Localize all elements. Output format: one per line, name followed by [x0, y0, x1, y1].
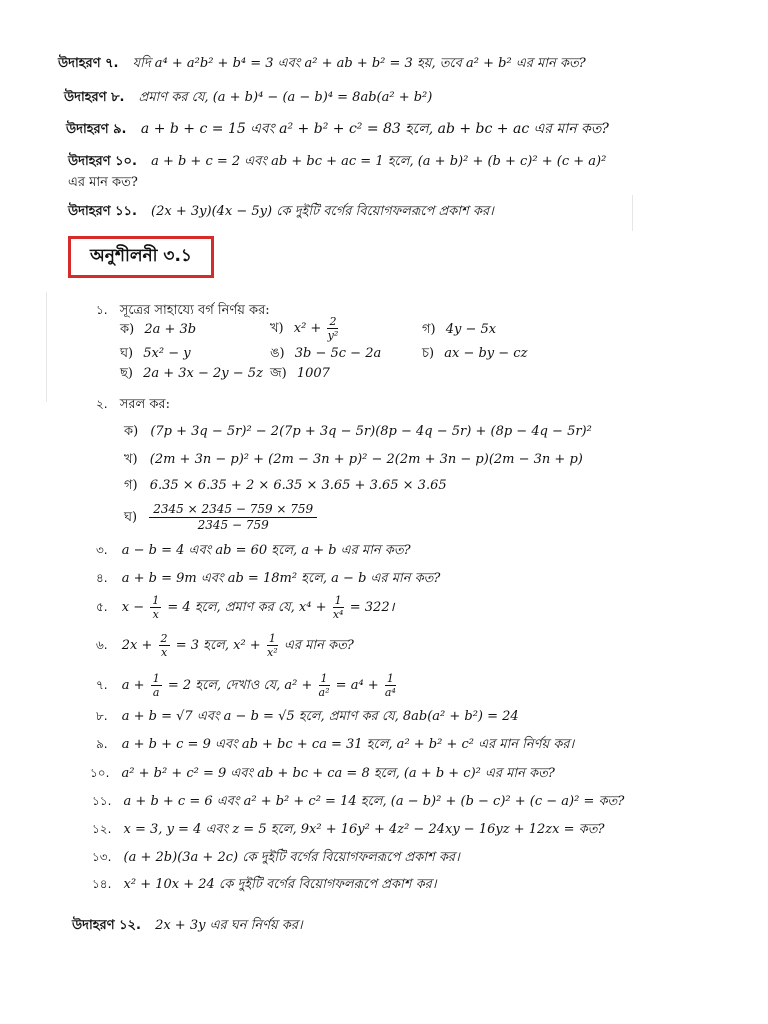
question-number: ২.: [96, 397, 108, 411]
q1-part-gha: ঘ) 5x² − y: [120, 346, 191, 361]
fraction: $\frac{2345 \times 2345 - 759 \times 759}{2345 - 759}$: [149, 502, 317, 533]
exercise-title: অনুশীলনী ৩.১: [68, 236, 214, 278]
divider: [46, 292, 47, 402]
example-text: a + b + c = 2 এবং ab + bc + ac = 1 হলে, (a + b)² + (b + c)² + (c + a)²: [151, 154, 607, 169]
question-12: ১২. x = 3, y = 4 এবং z = 5 হলে, 9x² + 16y² + 4z² − 24xy − 16yz + 12zx = কত?: [92, 822, 605, 837]
fraction: $\frac{1}{\text{x²}}$: [267, 632, 278, 659]
example-text: যদি a⁴ + a²b² + b⁴ = 3 এবং a² + ab + b² = 3 হয়, তবে a² + b² এর মান কত?: [132, 56, 586, 71]
question-4: ৪. a + b = 9m এবং ab = 18m² হলে, a − b এর মান কত?: [96, 571, 441, 586]
question-11: ১১. a + b + c = 6 এবং a² + b² + c² = 14 হলে, (a − b)² + (b − c)² + (c − a)² = কত?: [92, 794, 625, 809]
example-8: [64, 90, 432, 106]
fraction: $\frac{1}{x}$: [152, 594, 160, 621]
q2-part-kha: খ) (2m + 3n − p)² + (2m − 3n + p)² − 2(2m + 3n − p)(2m − 3n + p): [124, 452, 583, 467]
example-9: [66, 121, 609, 138]
question-8: ৮. a + b = √7 এবং a − b = √5 হলে, প্রমাণ কর যে, 8ab(a² + b²) = 24: [96, 709, 519, 724]
q1-part-cha: চ) ax − by − cz: [422, 346, 528, 361]
question-number: ১.: [96, 303, 108, 317]
example-label: উদাহরণ ১০.: [68, 154, 137, 169]
fraction: $\frac{2}{\text{y²}}$: [327, 315, 339, 342]
question-9: ৯. a + b + c = 9 এবং ab + bc + ca = 31 হলে, a² + b² + c² এর মান নির্ণয় কর।: [96, 737, 575, 752]
example-label: উদাহরণ ৭.: [58, 56, 119, 71]
question-text: সরল কর:: [119, 397, 170, 412]
q1-part-uma: ঙ) 3b − 5c − 2a: [270, 346, 382, 361]
divider: [632, 195, 633, 231]
example-11: [68, 204, 494, 220]
q2-part-gha: ঘ) $\frac{2345 \times 2345 - 759 \times 759}{2345 - 759}$: [124, 502, 319, 534]
fraction: $\frac{1}{\text{x⁴}}$: [332, 594, 344, 621]
q1-part-ja: জ) 1007: [270, 366, 330, 381]
q1-part-chha: ছ) 2a + 3x − 2y − 5z: [120, 366, 263, 381]
question-7: ৭. a + $\frac{1}{a}$ = 2 হলে, দেখাও যে, a² + $\frac{1}{\text{a²}}$ = a⁴ + $\frac{1}{\text{a⁴}}$: [96, 672, 396, 699]
question-5: ৫. x − $\frac{1}{x}$ = 4 হলে, প্রমাণ কর যে, x⁴ + $\frac{1}{\text{x⁴}}$ = 322।: [96, 594, 395, 621]
example-7: [58, 56, 586, 72]
question-text: সূত্রের সাহায্যে বর্গ নির্ণয় কর:: [119, 303, 270, 318]
example-label: উদাহরণ ৮.: [64, 90, 125, 105]
question-1: [96, 302, 270, 319]
q1-part-kha: খ) x² + $\frac{2}{\text{y²}}$: [270, 315, 339, 342]
fraction: $\frac{1}{\text{a⁴}}$: [384, 672, 396, 699]
example-label: উদাহরণ ১১.: [68, 204, 137, 219]
example-text: (2x + 3y)(4x − 5y) কে দুইটি বর্গের বিয়োগফলরূপে প্রকাশ কর।: [151, 204, 494, 219]
question-2: [96, 396, 170, 413]
example-12: [72, 918, 303, 934]
example-label: উদাহরণ ৯.: [66, 122, 127, 137]
example-text: 2x + 3y এর ঘন নির্ণয় কর।: [155, 918, 303, 933]
q1-part-ga: গ) 4y − 5x: [422, 322, 497, 337]
example-text: প্রমাণ কর যে, (a + b)⁴ − (a − b)⁴ = 8ab(a² + b²): [138, 90, 433, 105]
q2-part-ga: গ) 6.35 × 6.35 + 2 × 6.35 × 3.65 + 3.65 × 3.65: [124, 478, 447, 493]
question-13: ১৩. (a + 2b)(3a + 2c) কে দুইটি বর্গের বিয়োগফলরূপে প্রকাশ কর।: [92, 850, 460, 865]
example-10: [68, 154, 606, 170]
fraction: $\frac{1}{a}$: [152, 672, 160, 699]
question-3: ৩. a − b = 4 এবং ab = 60 হলে, a + b এর মান কত?: [96, 543, 411, 558]
question-14: ১৪. x² + 10x + 24 কে দুইটি বর্গের বিয়োগফলরূপে প্রকাশ কর।: [92, 877, 437, 892]
example-label: উদাহরণ ১২.: [72, 918, 141, 933]
q1-part-ka: ক) 2a + 3b: [120, 322, 197, 337]
fraction: $\frac{1}{\text{a²}}$: [318, 672, 330, 699]
fraction: $\frac{2}{x}$: [160, 632, 168, 659]
example-text: a + b + c = 15 এবং a² + b² + c² = 83 হলে, ab + bc + ac এর মান কত?: [140, 121, 609, 137]
question-10: ১০. a² + b² + c² = 9 এবং ab + bc + ca = 8 হলে, (a + b + c)² এর মান কত?: [90, 766, 555, 781]
example-10-continuation: এর মান কত?: [68, 175, 138, 190]
q2-part-ka: ক) (7p + 3q − 5r)² − 2(7p + 3q − 5r)(8p − 4q − 5r) + (8p − 4q − 5r)²: [124, 424, 592, 439]
question-6: ৬. 2x + $\frac{2}{x}$ = 3 হলে, x² + $\frac{1}{\text{x²}}$ এর মান কত?: [96, 632, 354, 659]
